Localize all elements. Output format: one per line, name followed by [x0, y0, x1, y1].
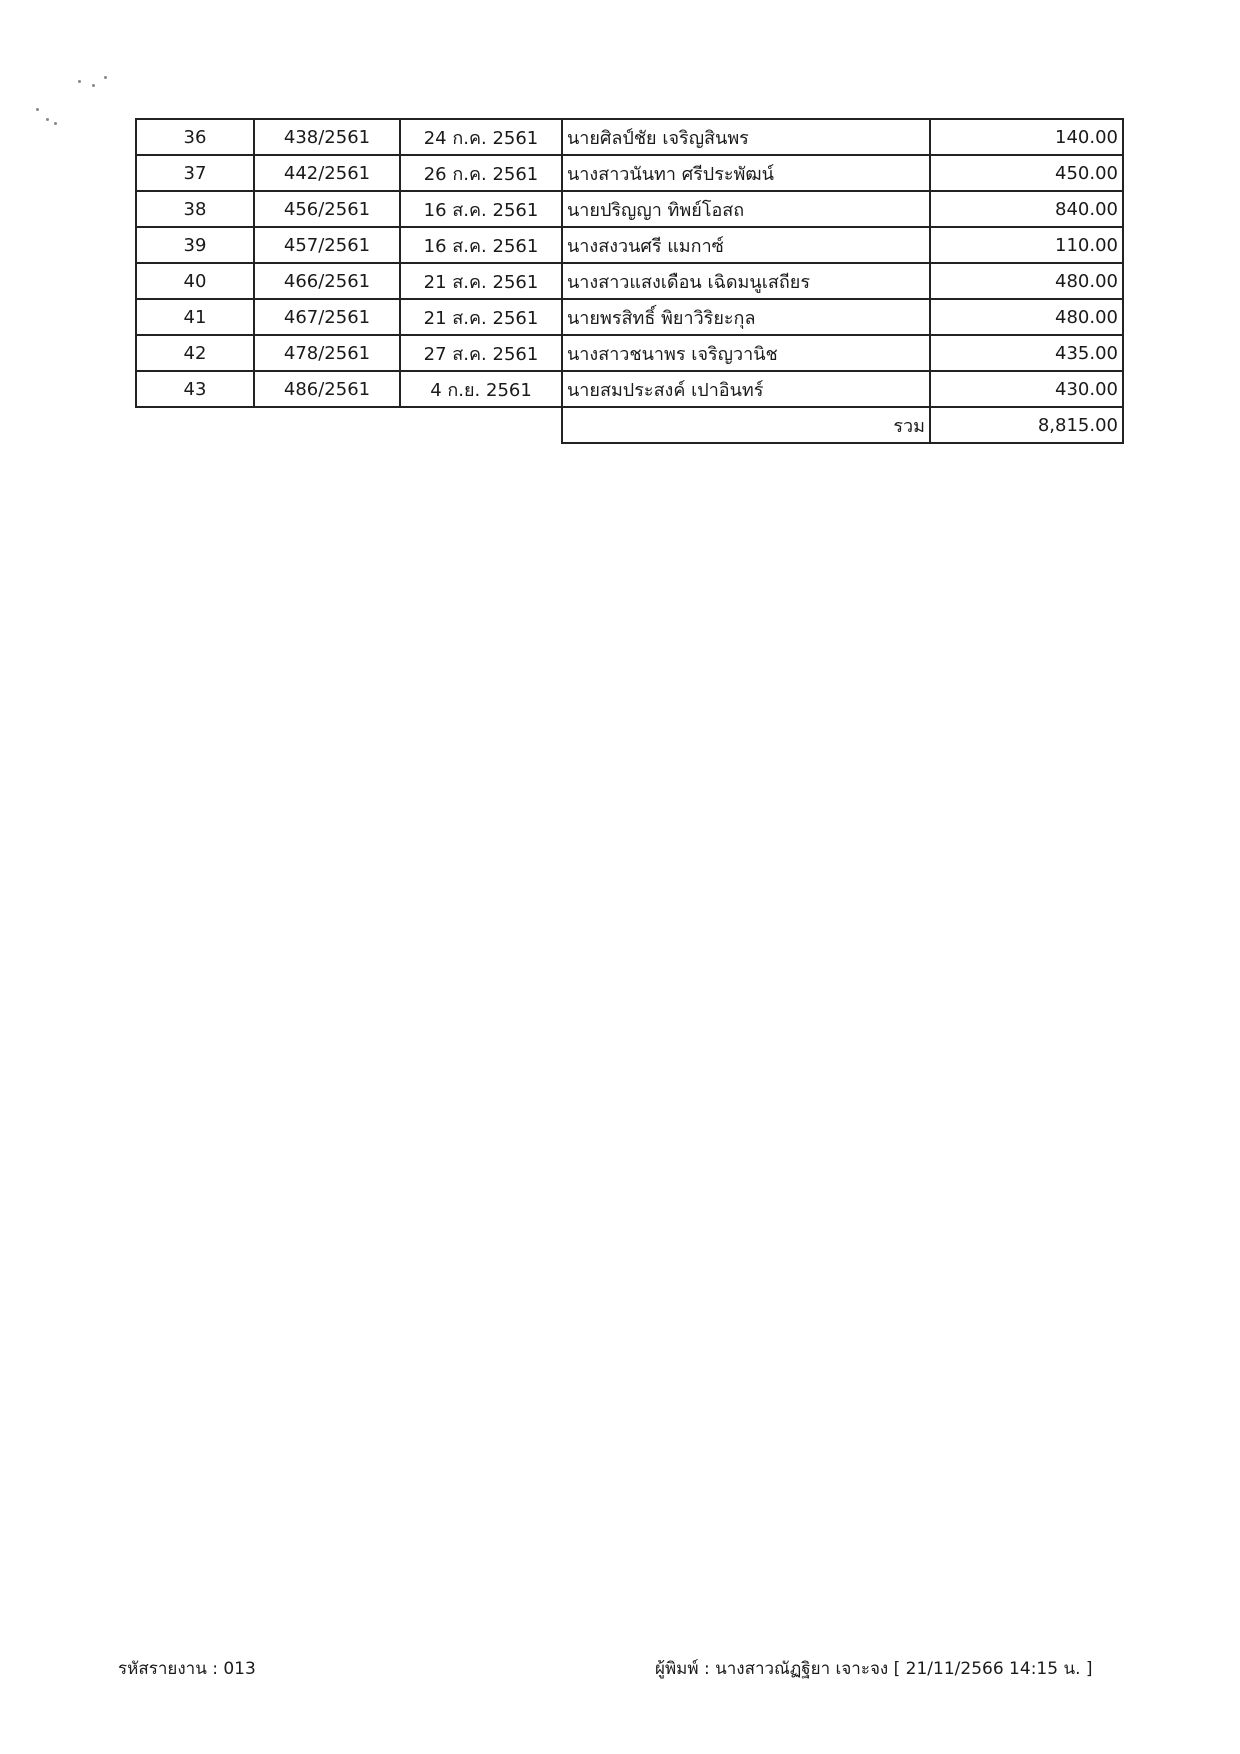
printer-info: ผู้พิมพ์ : นางสาวณัฏฐิยา เจาะจง [ 21/11/2566 14:15 น. ] [655, 1659, 1093, 1679]
table-row [136, 119, 1123, 155]
document-number-cell: 438/2561 [254, 119, 400, 155]
document-number-cell: 486/2561 [254, 371, 400, 407]
records-table [135, 118, 1124, 444]
document-number-cell: 467/2561 [254, 299, 400, 335]
person-name-cell: นางสาวแสงเดือน เฉิดมนูเสถียร [562, 263, 930, 299]
document-date-cell: 16 ส.ค. 2561 [400, 227, 562, 263]
amount-cell: 435.00 [930, 335, 1123, 371]
document-date-cell: 4 ก.ย. 2561 [400, 371, 562, 407]
amount-cell: 450.00 [930, 155, 1123, 191]
table-row [136, 335, 1123, 371]
document-date-cell: 21 ส.ค. 2561 [400, 263, 562, 299]
document-date-cell: 21 ส.ค. 2561 [400, 299, 562, 335]
amount-cell: 110.00 [930, 227, 1123, 263]
amount-cell: 480.00 [930, 299, 1123, 335]
amount-cell: 840.00 [930, 191, 1123, 227]
table-row [136, 371, 1123, 407]
row-number-cell: 36 [136, 119, 254, 155]
total-amount: 8,815.00 [930, 407, 1123, 443]
scan-speck [36, 108, 39, 111]
document-date-cell: 16 ส.ค. 2561 [400, 191, 562, 227]
amount-cell: 140.00 [930, 119, 1123, 155]
row-number-cell: 42 [136, 335, 254, 371]
document-date-cell: 27 ส.ค. 2561 [400, 335, 562, 371]
row-number-cell: 41 [136, 299, 254, 335]
person-name-cell: นางสาวนันทา ศรีประพัฒน์ [562, 155, 930, 191]
row-number-cell: 38 [136, 191, 254, 227]
person-name-cell: นายปริญญา ทิพย์โอสถ [562, 191, 930, 227]
total-label: รวม [562, 407, 930, 443]
scan-speck [54, 122, 57, 125]
document-number-cell: 442/2561 [254, 155, 400, 191]
scan-speck [92, 84, 95, 87]
row-number-cell: 43 [136, 371, 254, 407]
document-number-cell: 456/2561 [254, 191, 400, 227]
report-code: รหัสรายงาน : 013 [118, 1659, 256, 1679]
row-number-cell: 40 [136, 263, 254, 299]
table-row [136, 191, 1123, 227]
row-number-cell: 37 [136, 155, 254, 191]
total-row-spacer [136, 407, 562, 443]
person-name-cell: นายสมประสงค์ เปาอินทร์ [562, 371, 930, 407]
scan-speck [78, 80, 81, 83]
table-row [136, 227, 1123, 263]
person-name-cell: นางสงวนศรี แมกาซ์ [562, 227, 930, 263]
row-number-cell: 39 [136, 227, 254, 263]
document-number-cell: 466/2561 [254, 263, 400, 299]
person-name-cell: นายศิลป์ชัย เจริญสินพร [562, 119, 930, 155]
scan-speck [104, 76, 107, 79]
document-number-cell: 457/2561 [254, 227, 400, 263]
table-row [136, 299, 1123, 335]
table-row [136, 155, 1123, 191]
total-row [136, 407, 1123, 443]
person-name-cell: นายพรสิทธิ์ พิยาวิริยะกุล [562, 299, 930, 335]
person-name-cell: นางสาวชนาพร เจริญวานิช [562, 335, 930, 371]
amount-cell: 480.00 [930, 263, 1123, 299]
records-table-body [136, 119, 1123, 443]
document-date-cell: 26 ก.ค. 2561 [400, 155, 562, 191]
scan-speck [46, 118, 49, 121]
table-row [136, 263, 1123, 299]
amount-cell: 430.00 [930, 371, 1123, 407]
document-date-cell: 24 ก.ค. 2561 [400, 119, 562, 155]
document-number-cell: 478/2561 [254, 335, 400, 371]
